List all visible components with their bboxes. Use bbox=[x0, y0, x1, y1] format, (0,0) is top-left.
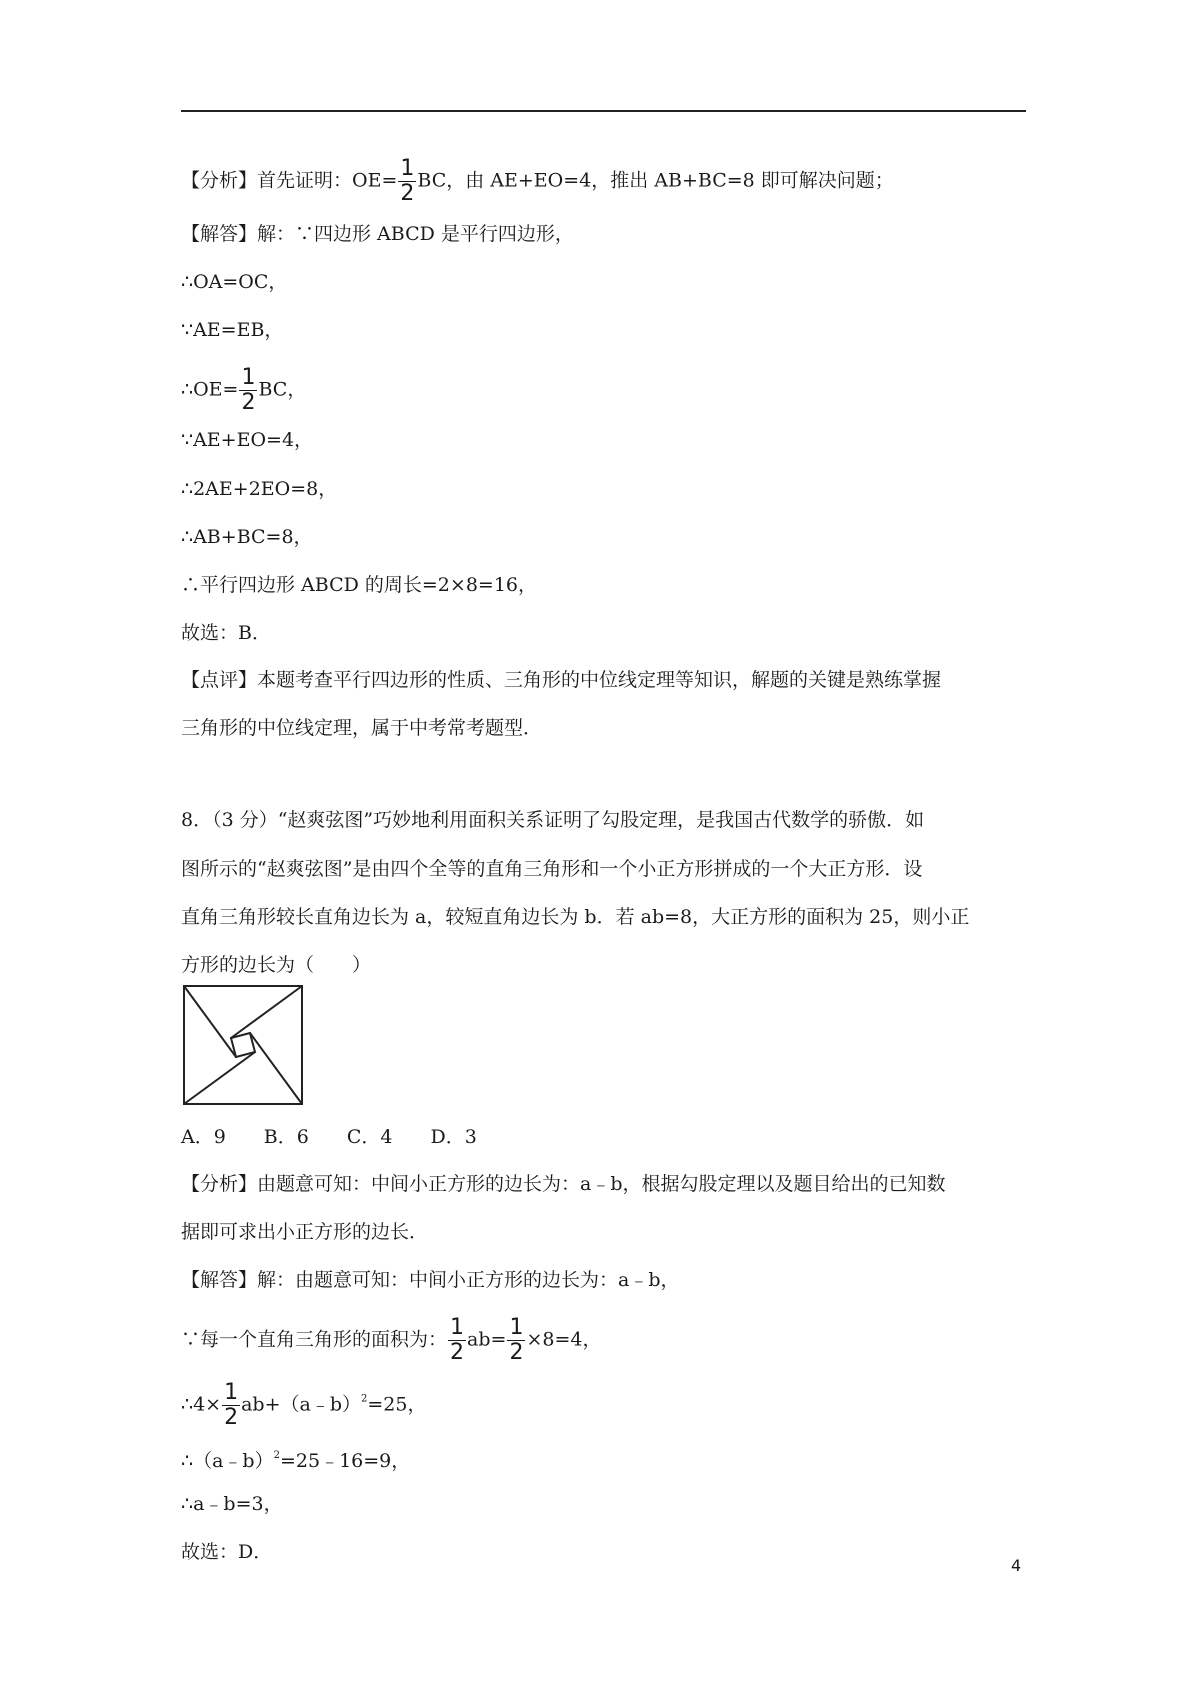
fraction-numerator: 1 bbox=[400, 156, 415, 181]
triangle-edge bbox=[250, 1033, 302, 1104]
question8-line-2: 图所示的“赵爽弦图”是由四个全等的直角三角形和一个小正方形拼成的一个大正方形．设 bbox=[181, 858, 923, 880]
solution-q7-line-9: 故选：B． bbox=[181, 622, 271, 644]
inner-square bbox=[231, 1033, 255, 1057]
analysis-q7 bbox=[181, 158, 894, 205]
solution-q7-line-2: ∴OA=OC， bbox=[181, 271, 288, 293]
fraction-denominator: 2 bbox=[450, 1340, 465, 1365]
fraction bbox=[222, 1382, 240, 1429]
fraction-numerator: 1 bbox=[509, 1315, 524, 1340]
solution-q7-line-1: 【解答】解：∵四边形 ABCD 是平行四边形， bbox=[181, 223, 574, 245]
solution-q7-line-5: ∵AE+EO=4， bbox=[181, 429, 314, 451]
header-rule bbox=[181, 110, 1026, 112]
solution-text: ∵每一个直角三角形的面积为： bbox=[181, 1328, 448, 1351]
solution-q8-line-6: 故选：D． bbox=[181, 1541, 273, 1563]
fraction bbox=[398, 158, 416, 205]
fraction-denominator: 2 bbox=[224, 1405, 239, 1430]
exponent: 2 bbox=[361, 1393, 368, 1405]
solution-text: ab= bbox=[467, 1328, 507, 1351]
triangle-edge bbox=[231, 986, 302, 1038]
solution-q7-line-8: ∴平行四边形 ABCD 的周长=2×8=16， bbox=[181, 574, 538, 596]
solution-q8-line-2 bbox=[181, 1317, 601, 1364]
fraction-denominator: 2 bbox=[241, 390, 256, 415]
exponent: 2 bbox=[273, 1450, 280, 1461]
solution-text: =25， bbox=[367, 1393, 427, 1416]
solution-text: ∴OE= bbox=[181, 378, 239, 401]
comment-q7-line-2: 三角形的中位线定理，属于中考常考题型． bbox=[181, 717, 543, 739]
fraction bbox=[448, 1317, 466, 1364]
solution-q8-line-4 bbox=[181, 1444, 410, 1473]
analysis-text: BC，由 AE+EO=4，推出 AB+BC=8 即可解决问题； bbox=[417, 169, 894, 192]
question8-line-1: 8．（3 分）“赵爽弦图”巧妙地利用面积关系证明了勾股定理，是我国古代数学的骄傲．如 bbox=[181, 809, 925, 831]
triangle-edge bbox=[184, 986, 236, 1057]
analysis-q8-line-2: 据即可求出小正方形的边长． bbox=[181, 1221, 429, 1243]
fraction-numerator: 1 bbox=[450, 1315, 465, 1340]
solution-q8-line-1: 【解答】解：由题意可知：中间小正方形的边长为：a﹣b， bbox=[181, 1269, 680, 1291]
fraction-denominator: 2 bbox=[509, 1340, 524, 1365]
fraction bbox=[507, 1317, 525, 1364]
solution-q7-line-4 bbox=[181, 367, 306, 414]
zhao-shuang-diagram bbox=[183, 985, 303, 1105]
triangle-edge bbox=[184, 1052, 255, 1104]
solution-text: ∴（a﹣b） bbox=[181, 1450, 274, 1472]
outer-square bbox=[184, 986, 302, 1104]
fraction bbox=[239, 367, 257, 414]
solution-q8-line-5: ∴a﹣b=3， bbox=[181, 1493, 283, 1515]
solution-text: =25﹣16=9， bbox=[279, 1450, 411, 1472]
analysis-text: 【分析】首先证明：OE= bbox=[181, 169, 398, 192]
fraction-numerator: 1 bbox=[241, 365, 256, 390]
fraction-denominator: 2 bbox=[400, 181, 415, 206]
question8-options: A．9 B．6 C．4 D．3 bbox=[181, 1126, 477, 1148]
solution-text: BC， bbox=[258, 378, 307, 401]
question8-line-3: 直角三角形较长直角边长为 a，较短直角边长为 b．若 ab=8，大正方形的面积为 25，则小正 bbox=[181, 906, 970, 928]
solution-q7-line-6: ∴2AE+2EO=8， bbox=[181, 478, 338, 500]
page-number: 4 bbox=[1011, 1556, 1022, 1575]
comment-q7-line-1: 【点评】本题考查平行四边形的性质、三角形的中位线定理等知识，解题的关键是熟练掌握 bbox=[181, 669, 942, 691]
solution-text: ∴4× bbox=[181, 1393, 222, 1416]
solution-q7-line-7: ∴AB+BC=8， bbox=[181, 526, 313, 548]
solution-text: ×8=4， bbox=[526, 1328, 602, 1351]
solution-text: ab+（a﹣b） bbox=[241, 1393, 362, 1416]
solution-q7-line-3: ∵AE=EB， bbox=[181, 319, 284, 341]
solution-q8-line-3 bbox=[181, 1382, 427, 1429]
question8-line-4: 方形的边长为（ ） bbox=[181, 954, 372, 976]
analysis-q8-line-1: 【分析】由题意可知：中间小正方形的边长为：a﹣b，根据勾股定理以及题目给出的已知数 bbox=[181, 1173, 946, 1195]
fraction-numerator: 1 bbox=[224, 1380, 239, 1405]
